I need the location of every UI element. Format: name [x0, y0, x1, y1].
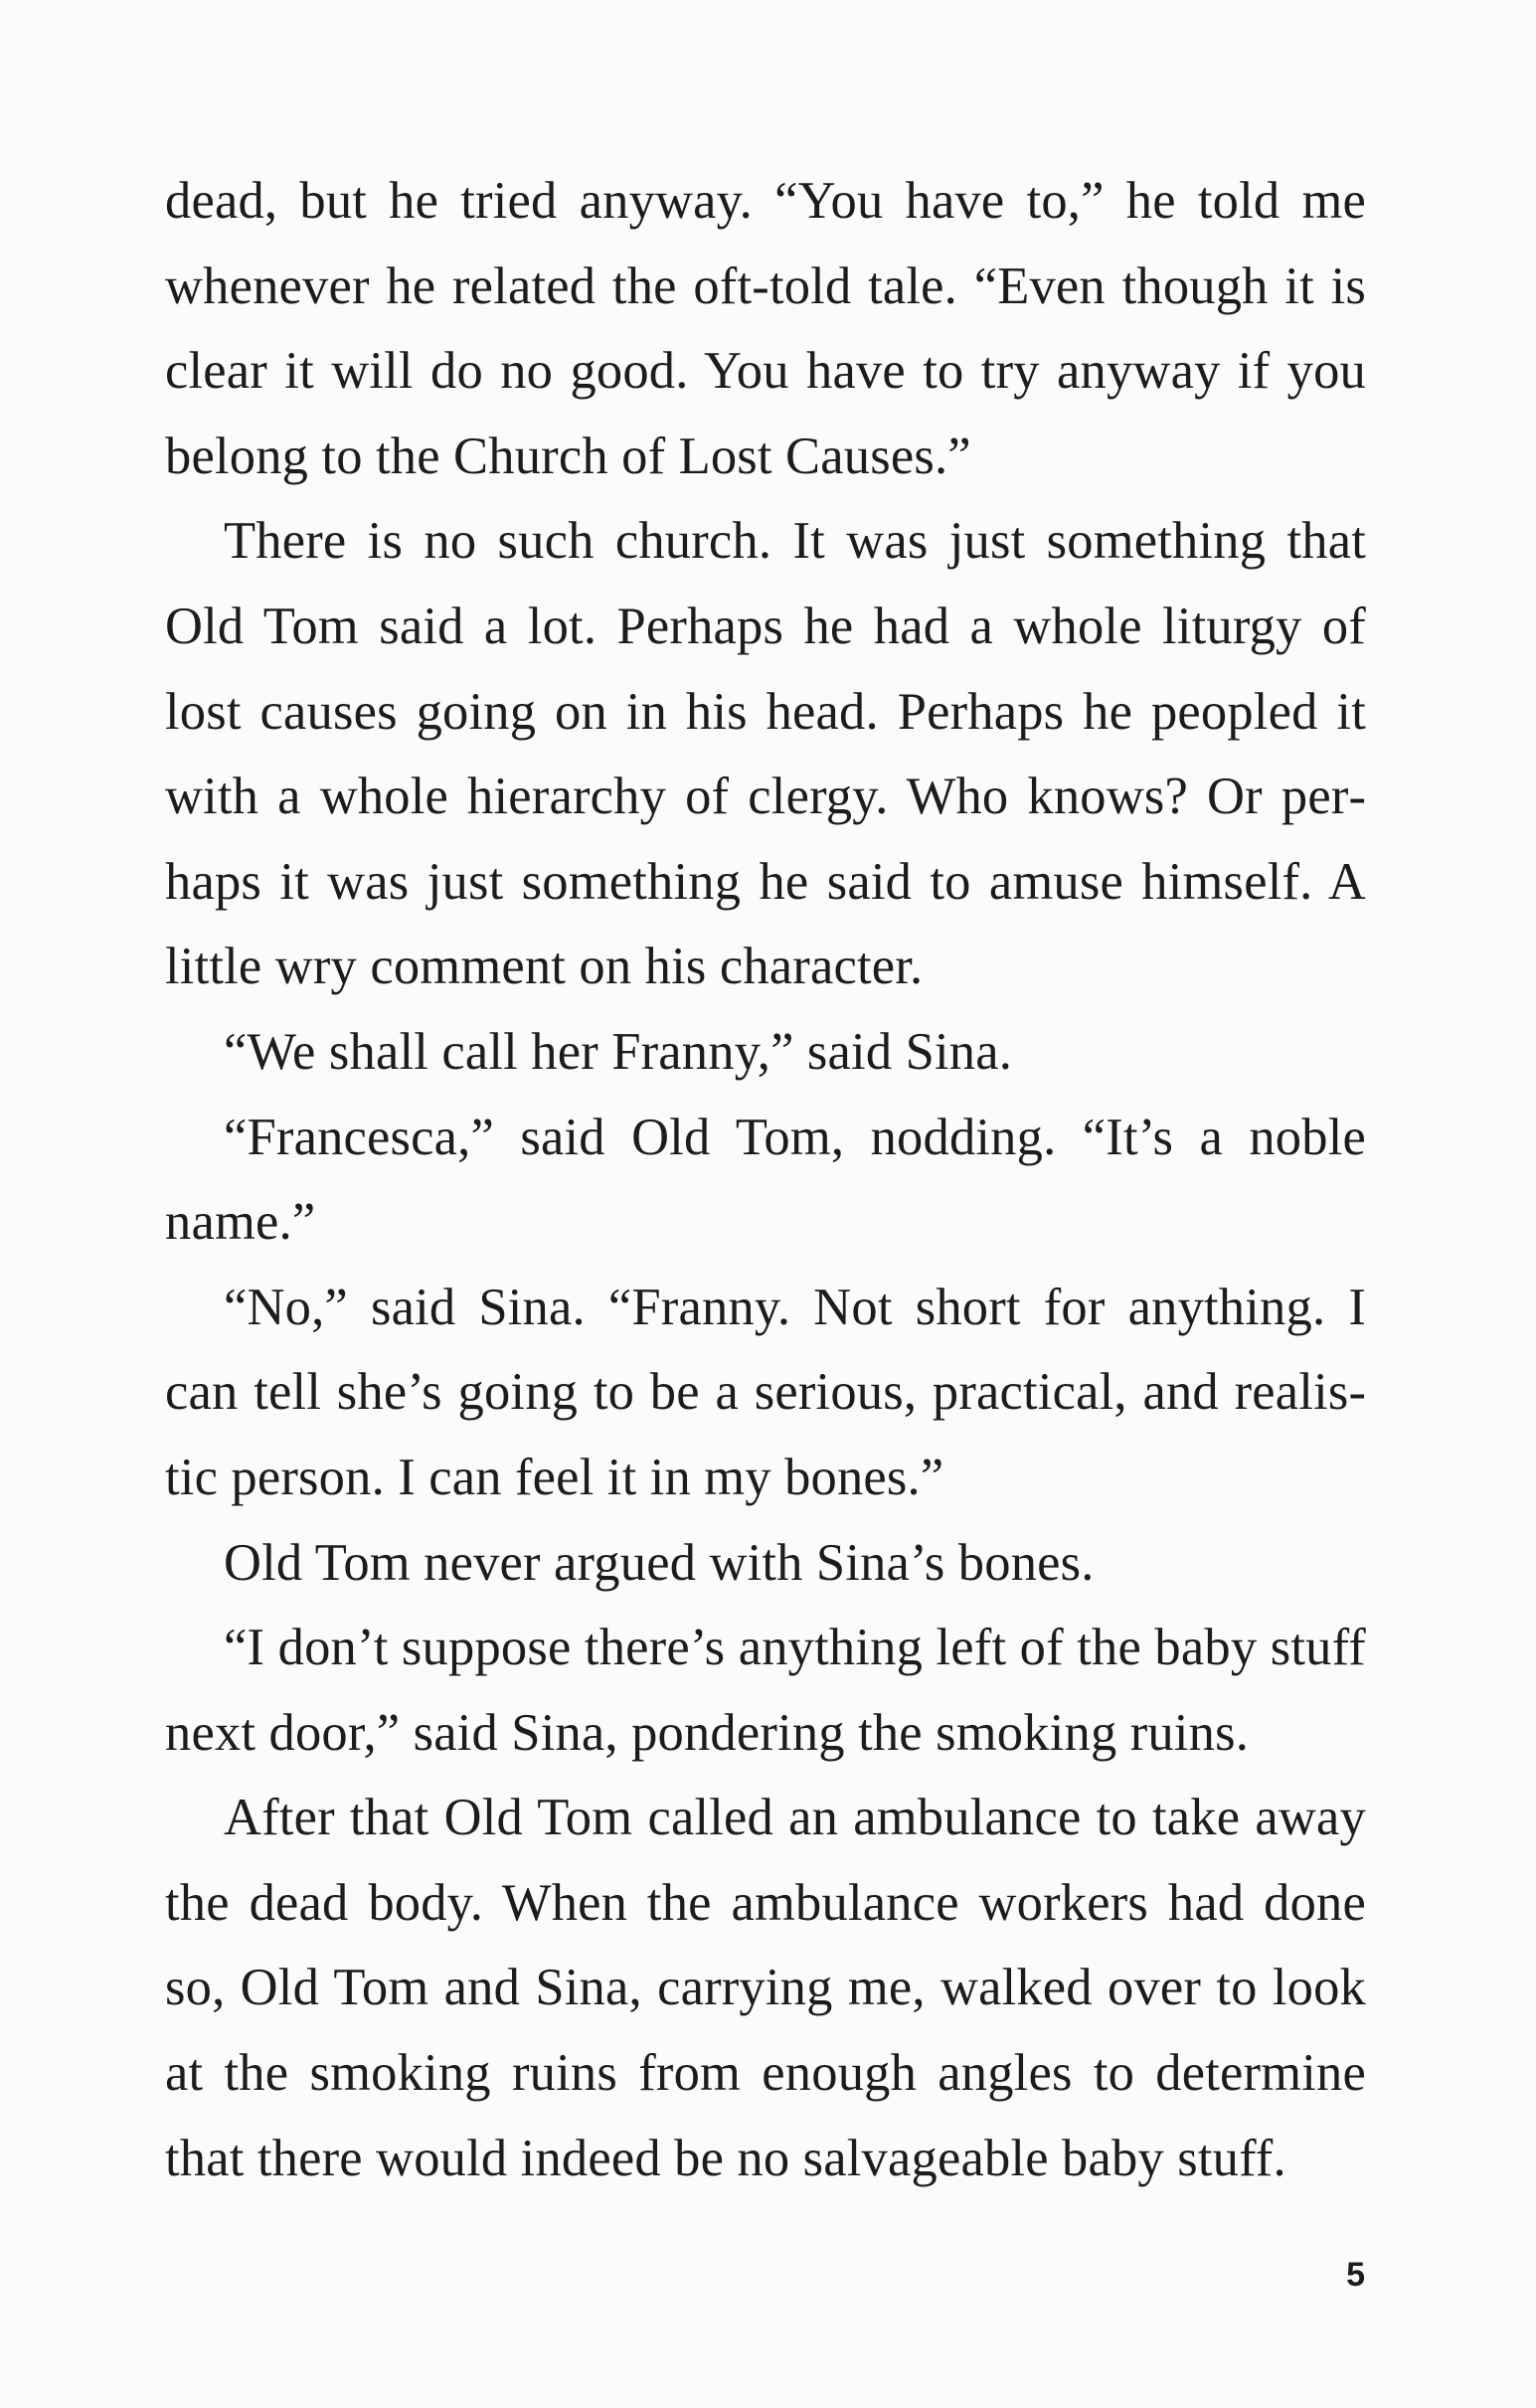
- paragraph: “No,” said Sina. “Franny. Not short for anything. I can tell she’s going to be a serious, practical, and realistic person. I can feel it in my bones.”: [165, 1278, 1366, 1506]
- page-number: 5: [1346, 2256, 1365, 2294]
- body-text: [165, 159, 1366, 2201]
- paragraph: “Francesca,” said Old Tom, nodding. “It’s a noble name.”: [165, 1108, 1366, 1252]
- paragraph: After that Old Tom called an ambulance to take away the dead body. When the ambulance workers had done so, Old Tom and Sina, carrying me, walked over to look at the smoking ruins from enough angles to determine that there would indeed be no salvageable baby stuff.: [165, 1789, 1366, 2187]
- paragraph: There is no such church. It was just something that Old Tom said a lot. Perhaps he had a whole liturgy of lost causes going on in his head. Perhaps he peopled it with a whole hierarchy of clergy. Who knows? Or perhaps it was just something he said to amuse himself. A little wry comment on his character.: [165, 512, 1366, 996]
- paragraph-continued: dead, but he tried anyway. “You have to,” he told me whenever he related the oft-told tale. “Even though it is clear it will do no good. You have to try anyway if you belong to the Church of Lost Causes.”: [165, 172, 1366, 485]
- paragraph: “We shall call her Franny,” said Sina.: [224, 1022, 1013, 1081]
- paragraph: “I don’t suppose there’s anything left of the baby stuff next door,” said Sina, pondering the smoking ruins.: [165, 1619, 1366, 1762]
- paragraph: Old Tom never argued with Sina’s bones.: [224, 1533, 1095, 1592]
